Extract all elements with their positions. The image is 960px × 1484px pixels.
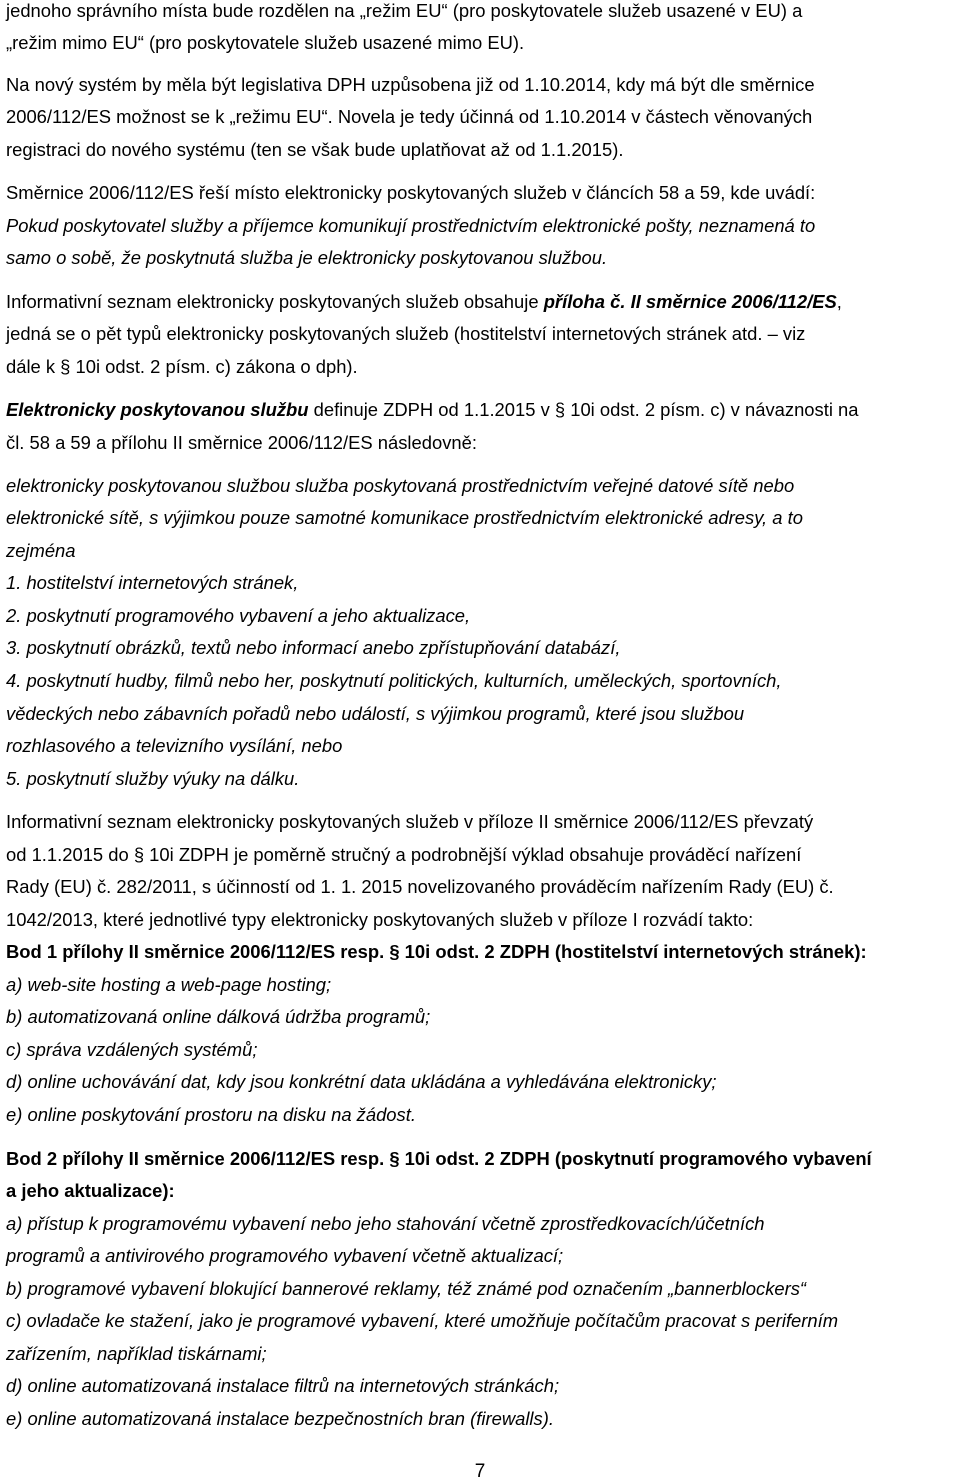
text-line	[6, 908, 753, 932]
text-segment: rozhlasového a televizního vysílání, nebo	[6, 735, 343, 756]
text-line	[6, 1212, 765, 1236]
text-segment: c) ovladače ke stažení, jako je programové vybavení, které umožňuje počítačům pracovat s periferním	[6, 1310, 839, 1331]
text-segment: vědeckých nebo zábavních pořadů nebo událostí, s výjimkou programů, které jsou službou	[6, 703, 745, 724]
text-segment: elektronicky poskytovanou službou služba poskytovaná prostřednictvím veřejné datové sítě nebo	[6, 475, 795, 496]
text-segment: dále k § 10i odst. 2 písm. c) zákona o dph).	[6, 356, 358, 377]
text-segment: samo o sobě, že poskytnutá služba je elektronicky poskytovanou službou.	[6, 247, 608, 268]
text-segment: Pokud poskytovatel služby a příjemce komunikují prostřednictvím elektronické pošty, neznamená to	[6, 215, 816, 236]
text-line	[6, 1147, 872, 1171]
text-segment: elektronické sítě, s výjimkou pouze samotné komunikace prostřednictvím elektronické adresy, a to	[6, 507, 803, 528]
text-segment: čl. 58 a 59 a přílohu II směrnice 2006/112/ES následovně:	[6, 432, 477, 453]
text-line	[6, 474, 794, 498]
text-segment: b) automatizovaná online dálková údržba programů;	[6, 1006, 431, 1027]
text-segment: d) online automatizovaná instalace filtrů na internetových stránkách;	[6, 1375, 560, 1396]
text-line	[6, 636, 620, 660]
text-line	[6, 1407, 554, 1431]
text-line	[6, 702, 744, 726]
text-segment: 3. poskytnutí obrázků, textů nebo informací anebo zpřístupňování databází,	[6, 637, 621, 658]
text-segment: 2006/112/ES možnost se k „režimu EU“. Novela je tedy účinná od 1.10.2014 v částech věnovaných	[6, 106, 813, 127]
text-segment: Elektronicky poskytovanou službu	[6, 399, 309, 420]
text-segment: Na nový systém by měla být legislativa DPH uzpůsobena již od 1.10.2014, kdy má být dle směrnice	[6, 74, 815, 95]
text-segment: 1. hostitelství internetových stránek,	[6, 572, 299, 593]
text-segment: registraci do nového systému (ten se však bude uplatňovat až od 1.1.2015).	[6, 139, 624, 160]
text-segment: d) online uchovávání dat, kdy jsou konkrétní data ukládána a vyhledávána elektronicky;	[6, 1071, 717, 1092]
text-segment: e) online automatizovaná instalace bezpečnostních bran (firewalls).	[6, 1408, 554, 1429]
text-line	[6, 1374, 559, 1398]
text-segment: zařízením, například tiskárnami;	[6, 1343, 267, 1364]
text-line	[6, 604, 470, 628]
text-line	[6, 1103, 416, 1127]
text-segment: definuje ZDPH od 1.1.2015 v § 10i odst. 2 písm. c) v návaznosti na	[308, 399, 859, 420]
text-segment: Rady (EU) č. 282/2011, s účinností od 1. 1. 2015 novelizovaného prováděcím nařízením Rady (EU) č.	[6, 876, 834, 897]
text-line	[6, 1309, 838, 1333]
text-line	[6, 290, 842, 314]
text-line	[6, 875, 834, 899]
text-line	[6, 322, 805, 346]
text-line	[6, 1244, 563, 1268]
text-line	[6, 105, 812, 129]
text-segment: II směrnice 2006/112/ES	[630, 291, 837, 312]
text-line	[6, 246, 607, 270]
text-line	[6, 973, 331, 997]
page-number: 7	[474, 1461, 486, 1482]
text-segment: 4. poskytnutí hudby, filmů nebo her, poskytnutí politických, kulturních, uměleckých, sportovních,	[6, 670, 782, 691]
text-line	[6, 73, 815, 97]
text-segment: jedná se o pět typů elektronicky poskytovaných služeb (hostitelství internetových stránek atd. – viz	[6, 323, 806, 344]
text-line	[6, 355, 358, 379]
text-segment: příloha č.	[543, 291, 626, 312]
text-line	[6, 1038, 257, 1062]
text-segment: Informativní seznam elektronicky poskytovaných služeb obsahuje	[6, 291, 544, 312]
text-segment: jednoho správního místa bude rozdělen na „režim EU“ (pro poskytovatele služeb usazené v EU) a	[6, 0, 803, 21]
text-segment: 5. poskytnutí služby výuky na dálku.	[6, 768, 300, 789]
text-segment: Směrnice 2006/112/ES řeší místo elektronicky poskytovaných služeb v článcích 58 a 59, kde uvádí:	[6, 182, 816, 203]
text-segment: Informativní seznam elektronicky poskytovaných služeb v příloze II směrnice 2006/112/ES převzatý	[6, 811, 814, 832]
text-line	[6, 181, 815, 205]
text-line	[6, 767, 299, 791]
text-line	[6, 539, 76, 563]
text-segment: od 1.1.2015 do § 10i ZDPH je poměrně stručný a podrobnější výklad obsahuje prováděcí nařízení	[6, 844, 802, 865]
text-segment: Bod 2 přílohy II směrnice 2006/112/ES resp. § 10i odst. 2 ZDPH (poskytnutí programového vybavení	[6, 1148, 872, 1169]
text-line	[6, 1005, 430, 1029]
text-line	[6, 431, 477, 455]
text-line	[6, 31, 524, 55]
text-line	[6, 734, 342, 758]
text-line	[6, 1070, 717, 1094]
text-line	[6, 214, 815, 238]
text-segment: b) programové vybavení blokující bannerové reklamy, též známé pod označením „bannerblockers“	[6, 1278, 807, 1299]
text-segment: a jeho aktualizace):	[6, 1180, 175, 1201]
text-segment: Bod 1 přílohy II směrnice 2006/112/ES resp. § 10i odst. 2 ZDPH (hostitelství internetových stránek):	[6, 941, 867, 962]
text-line	[6, 1342, 267, 1366]
text-segment: c) správa vzdálených systémů;	[6, 1039, 258, 1060]
text-line	[6, 398, 858, 422]
text-segment: 2. poskytnutí programového vybavení a jeho aktualizace,	[6, 605, 471, 626]
text-segment: a) přístup k programovému vybavení nebo jeho stahování včetně zprostředkovacích/účetních	[6, 1213, 765, 1234]
text-line	[6, 0, 802, 23]
text-segment: 1042/2013, které jednotlivé typy elektronicky poskytovaných služeb v příloze I rozvádí takto:	[6, 909, 754, 930]
text-line	[6, 810, 813, 834]
text-segment: e) online poskytování prostoru na disku na žádost.	[6, 1104, 416, 1125]
text-segment: ,	[836, 291, 842, 312]
text-line	[6, 571, 298, 595]
text-line	[6, 1277, 806, 1301]
text-segment: programů a antivirového programového vybavení včetně aktualizací;	[6, 1245, 564, 1266]
text-segment: „režim mimo EU“ (pro poskytovatele služeb usazené mimo EU).	[6, 32, 525, 53]
text-line	[6, 1179, 175, 1203]
text-line	[6, 506, 803, 530]
text-line	[6, 843, 801, 867]
text-line	[6, 940, 867, 964]
text-line	[6, 669, 782, 693]
text-segment: a) web-site hosting a web-page hosting;	[6, 974, 332, 995]
text-line	[6, 138, 623, 162]
text-segment: zejména	[6, 540, 76, 561]
